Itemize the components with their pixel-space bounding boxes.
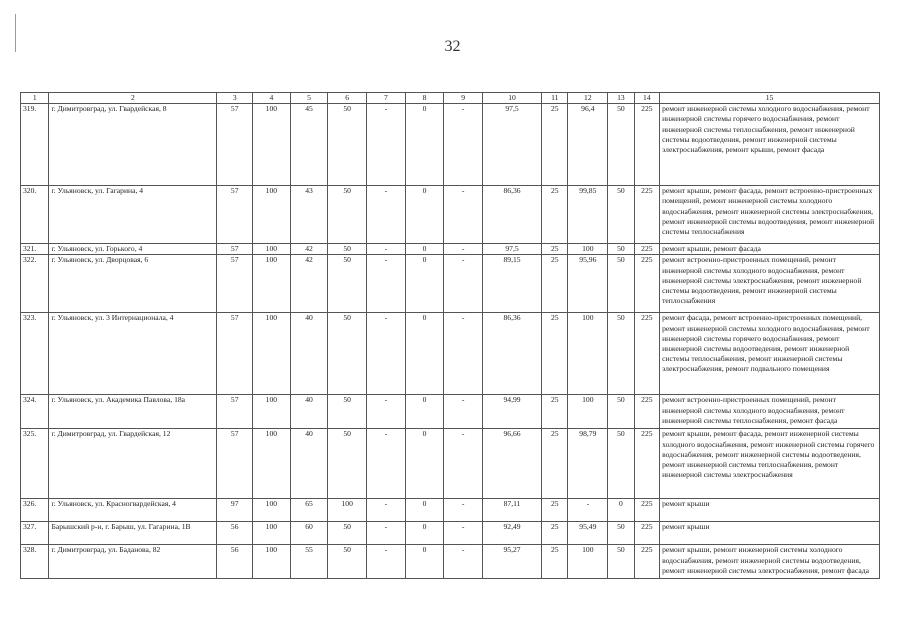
value-cell-c6: 50 <box>328 313 367 395</box>
column-header: 7 <box>367 93 406 104</box>
work-description-cell: ремонт инженерной системы холодного водоснабжения, ремонт инженерной системы горячего водоснабжения, ремонт инженерной системы теплоснабжения, ремонт инженерной системы водоотведения, ремонт инженерной системы электроснабжения, ремонт крыши, ремонт фасада <box>660 104 880 186</box>
row-number-cell: 323. <box>21 313 49 395</box>
value-cell-c7: - <box>367 244 406 255</box>
table-row <box>21 104 880 186</box>
value-cell-c11: 25 <box>542 255 568 313</box>
value-cell-c10: 97,5 <box>483 104 542 186</box>
work-description-cell: ремонт крыши, ремонт фасада, ремонт встроенно-пристроенных помещений, ремонт инженерной системы холодного водоснабжения, ремонт инженерной системы электроснабжения, ремонт инженерной системы водоотведения, ремонт инженерной системы теплоснабжения <box>660 186 880 244</box>
value-cell-c5: 55 <box>290 545 328 579</box>
value-cell-c6: 50 <box>328 429 367 499</box>
row-number-cell: 325. <box>21 429 49 499</box>
table-header-row <box>21 93 880 104</box>
value-cell-c7: - <box>367 499 406 522</box>
value-cell-c10: 97,5 <box>483 244 542 255</box>
value-cell-c5: 65 <box>290 499 328 522</box>
column-header: 4 <box>253 93 291 104</box>
address-cell: г. Ульяновск, ул. Академика Павлова, 18а <box>49 395 217 429</box>
table-row <box>21 255 880 313</box>
work-description-cell: ремонт встроенно-пристроенных помещений, ремонт инженерной системы холодного водоснабжения, ремонт инженерной системы электроснабжения, ремонт инженерной системы водоотведения, ремонт инженерной системы теплоснабжения <box>660 255 880 313</box>
value-cell-c9: - <box>444 244 483 255</box>
value-cell-c9: - <box>444 499 483 522</box>
value-cell-c4: 100 <box>253 244 291 255</box>
address-cell: г. Ульяновск, ул. Красногвардейская, 4 <box>49 499 217 522</box>
value-cell-c10: 87,11 <box>483 499 542 522</box>
table-row <box>21 522 880 545</box>
work-description-cell: ремонт крыши, ремонт фасада, ремонт инженерной системы холодного водоснабжения, ремонт инженерной системы горячего водоснабжения, ремонт инженерной системы водоотведения, ремонт инженерной системы теплоснабжения, ремонт инженерной системы электроснабжения <box>660 429 880 499</box>
column-header: 13 <box>608 93 634 104</box>
value-cell-c9: - <box>444 522 483 545</box>
value-cell-c4: 100 <box>253 522 291 545</box>
value-cell-c3: 56 <box>217 522 253 545</box>
value-cell-c5: 40 <box>290 395 328 429</box>
value-cell-c13: 50 <box>608 244 634 255</box>
value-cell-c14: 225 <box>634 244 659 255</box>
value-cell-c6: 50 <box>328 395 367 429</box>
value-cell-c4: 100 <box>253 104 291 186</box>
value-cell-c10: 96,66 <box>483 429 542 499</box>
row-number-cell: 321. <box>21 244 49 255</box>
column-header: 12 <box>568 93 608 104</box>
value-cell-c8: 0 <box>405 429 444 499</box>
column-header: 2 <box>49 93 217 104</box>
value-cell-c11: 25 <box>542 545 568 579</box>
work-description-cell: ремонт фасада, ремонт встроенно-пристроенных помещений, ремонт инженерной системы холодного водоснабжения, ремонт инженерной системы горячего водоснабжения, ремонт инженерной системы водоотведения, ремонт инженерной системы теплоснабжения, ремонт инженерной системы электроснабжения, ремонт подвального помещения <box>660 313 880 395</box>
value-cell-c11: 25 <box>542 104 568 186</box>
value-cell-c3: 57 <box>217 395 253 429</box>
page-number: 32 <box>444 38 461 55</box>
column-header: 15 <box>660 93 880 104</box>
value-cell-c5: 42 <box>290 244 328 255</box>
value-cell-c12: 98,79 <box>568 429 608 499</box>
work-description-cell: ремонт крыши <box>660 499 880 522</box>
address-cell: г. Ульяновск, ул. Горького, 4 <box>49 244 217 255</box>
value-cell-c3: 57 <box>217 186 253 244</box>
value-cell-c9: - <box>444 313 483 395</box>
value-cell-c11: 25 <box>542 522 568 545</box>
value-cell-c3: 57 <box>217 104 253 186</box>
value-cell-c12: 96,4 <box>568 104 608 186</box>
value-cell-c12: 100 <box>568 545 608 579</box>
value-cell-c9: - <box>444 429 483 499</box>
value-cell-c7: - <box>367 395 406 429</box>
value-cell-c7: - <box>367 255 406 313</box>
value-cell-c13: 0 <box>608 499 634 522</box>
value-cell-c5: 60 <box>290 522 328 545</box>
column-header: 3 <box>217 93 253 104</box>
work-description-cell: ремонт крыши <box>660 522 880 545</box>
value-cell-c6: 50 <box>328 244 367 255</box>
column-header: 10 <box>483 93 542 104</box>
address-cell: г. Димитровград, ул. Гвардейская, 12 <box>49 429 217 499</box>
column-header: 5 <box>290 93 328 104</box>
row-number-cell: 320. <box>21 186 49 244</box>
value-cell-c12: 100 <box>568 313 608 395</box>
value-cell-c5: 40 <box>290 429 328 499</box>
column-header: 6 <box>328 93 367 104</box>
value-cell-c8: 0 <box>405 395 444 429</box>
value-cell-c6: 50 <box>328 255 367 313</box>
row-number-cell: 326. <box>21 499 49 522</box>
value-cell-c9: - <box>444 186 483 244</box>
value-cell-c7: - <box>367 313 406 395</box>
table-row <box>21 313 880 395</box>
value-cell-c12: 95,49 <box>568 522 608 545</box>
value-cell-c8: 0 <box>405 104 444 186</box>
value-cell-c8: 0 <box>405 255 444 313</box>
value-cell-c10: 92,49 <box>483 522 542 545</box>
value-cell-c3: 57 <box>217 255 253 313</box>
row-number-cell: 328. <box>21 545 49 579</box>
value-cell-c13: 50 <box>608 522 634 545</box>
value-cell-c4: 100 <box>253 255 291 313</box>
value-cell-c10: 95,27 <box>483 545 542 579</box>
value-cell-c14: 225 <box>634 522 659 545</box>
value-cell-c11: 25 <box>542 186 568 244</box>
value-cell-c13: 50 <box>608 186 634 244</box>
value-cell-c4: 100 <box>253 545 291 579</box>
value-cell-c13: 50 <box>608 313 634 395</box>
value-cell-c10: 94,99 <box>483 395 542 429</box>
address-cell: г. Димитровград, ул. Баданова, 82 <box>49 545 217 579</box>
address-cell: г. Ульяновск, ул. 3 Интернационала, 4 <box>49 313 217 395</box>
value-cell-c6: 50 <box>328 522 367 545</box>
value-cell-c8: 0 <box>405 186 444 244</box>
value-cell-c10: 89,15 <box>483 255 542 313</box>
address-cell: г. Ульяновск, ул. Гагарина, 4 <box>49 186 217 244</box>
value-cell-c4: 100 <box>253 313 291 395</box>
value-cell-c13: 50 <box>608 255 634 313</box>
value-cell-c12: 100 <box>568 395 608 429</box>
value-cell-c14: 225 <box>634 499 659 522</box>
value-cell-c4: 100 <box>253 186 291 244</box>
value-cell-c13: 50 <box>608 395 634 429</box>
value-cell-c5: 40 <box>290 313 328 395</box>
column-header: 1 <box>21 93 49 104</box>
value-cell-c6: 50 <box>328 186 367 244</box>
value-cell-c12: 95,96 <box>568 255 608 313</box>
column-header: 8 <box>405 93 444 104</box>
address-cell: г. Димитровград, ул. Гвардейская, 8 <box>49 104 217 186</box>
row-number-cell: 324. <box>21 395 49 429</box>
column-header: 11 <box>542 93 568 104</box>
value-cell-c7: - <box>367 545 406 579</box>
value-cell-c8: 0 <box>405 313 444 395</box>
value-cell-c14: 225 <box>634 255 659 313</box>
table-row <box>21 545 880 579</box>
value-cell-c11: 25 <box>542 429 568 499</box>
table-row <box>21 395 880 429</box>
value-cell-c5: 43 <box>290 186 328 244</box>
table-row <box>21 499 880 522</box>
value-cell-c3: 57 <box>217 429 253 499</box>
value-cell-c13: 50 <box>608 429 634 499</box>
row-number-cell: 327. <box>21 522 49 545</box>
value-cell-c8: 0 <box>405 545 444 579</box>
value-cell-c12: 99,85 <box>568 186 608 244</box>
row-number-cell: 319. <box>21 104 49 186</box>
value-cell-c7: - <box>367 522 406 545</box>
value-cell-c9: - <box>444 545 483 579</box>
value-cell-c3: 57 <box>217 313 253 395</box>
value-cell-c14: 225 <box>634 186 659 244</box>
value-cell-c14: 225 <box>634 545 659 579</box>
value-cell-c6: 50 <box>328 104 367 186</box>
value-cell-c9: - <box>444 104 483 186</box>
value-cell-c12: - <box>568 499 608 522</box>
value-cell-c11: 25 <box>542 313 568 395</box>
column-header: 14 <box>634 93 659 104</box>
work-description-cell: ремонт встроенно-пристроенных помещений, ремонт инженерной системы холодного водоснабжения, ремонт инженерной системы теплоснабжения, ремонт фасада <box>660 395 880 429</box>
value-cell-c11: 25 <box>542 244 568 255</box>
value-cell-c14: 225 <box>634 395 659 429</box>
table-row <box>21 244 880 255</box>
value-cell-c8: 0 <box>405 244 444 255</box>
work-description-cell: ремонт крыши, ремонт инженерной системы холодного водоснабжения, ремонт инженерной системы водоотведения, ремонт инженерной системы электроснабжения, ремонт фасада <box>660 545 880 579</box>
value-cell-c3: 57 <box>217 244 253 255</box>
value-cell-c11: 25 <box>542 499 568 522</box>
value-cell-c12: 100 <box>568 244 608 255</box>
column-header: 9 <box>444 93 483 104</box>
value-cell-c8: 0 <box>405 522 444 545</box>
value-cell-c8: 0 <box>405 499 444 522</box>
value-cell-c10: 86,36 <box>483 186 542 244</box>
value-cell-c13: 50 <box>608 104 634 186</box>
value-cell-c11: 25 <box>542 395 568 429</box>
value-cell-c14: 225 <box>634 104 659 186</box>
value-cell-c13: 50 <box>608 545 634 579</box>
value-cell-c14: 225 <box>634 313 659 395</box>
value-cell-c3: 97 <box>217 499 253 522</box>
value-cell-c9: - <box>444 255 483 313</box>
value-cell-c3: 56 <box>217 545 253 579</box>
value-cell-c9: - <box>444 395 483 429</box>
table-row <box>21 186 880 244</box>
repair-program-table <box>20 92 880 579</box>
table-row <box>21 429 880 499</box>
value-cell-c4: 100 <box>253 395 291 429</box>
value-cell-c7: - <box>367 104 406 186</box>
address-cell: г. Ульяновск, ул. Дворцовая, 6 <box>49 255 217 313</box>
value-cell-c6: 100 <box>328 499 367 522</box>
value-cell-c5: 42 <box>290 255 328 313</box>
value-cell-c7: - <box>367 429 406 499</box>
address-cell: Барышский р-н, г. Барыш, ул. Гагарина, 1В <box>49 522 217 545</box>
value-cell-c5: 45 <box>290 104 328 186</box>
value-cell-c10: 86,36 <box>483 313 542 395</box>
value-cell-c4: 100 <box>253 499 291 522</box>
work-description-cell: ремонт крыши, ремонт фасада <box>660 244 880 255</box>
value-cell-c6: 50 <box>328 545 367 579</box>
row-number-cell: 322. <box>21 255 49 313</box>
value-cell-c7: - <box>367 186 406 244</box>
value-cell-c14: 225 <box>634 429 659 499</box>
value-cell-c4: 100 <box>253 429 291 499</box>
